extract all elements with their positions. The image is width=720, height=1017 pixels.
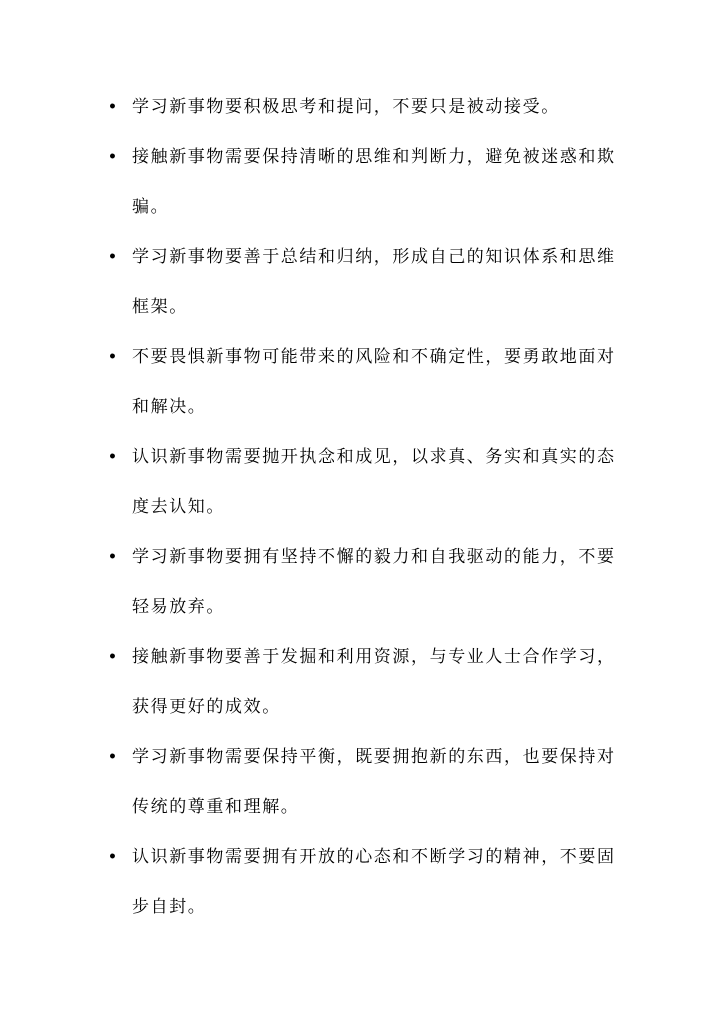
list-item bbox=[104, 332, 624, 432]
list-item bbox=[104, 432, 624, 532]
bullet-icon: • bbox=[108, 749, 119, 765]
bullet-icon: • bbox=[108, 99, 119, 115]
list-item bbox=[104, 832, 624, 932]
list-item-text: 学习新事物要拥有坚持不懈的毅力和自我驱动的能力，不要轻易放弃。 bbox=[132, 547, 616, 617]
list-item-text: 学习新事物要积极思考和提问，不要只是被动接受。 bbox=[132, 97, 560, 117]
list-item-text: 学习新事物要善于总结和归纳，形成自己的知识体系和思维框架。 bbox=[132, 247, 616, 317]
list-item bbox=[104, 532, 624, 632]
bullet-icon: • bbox=[108, 549, 119, 565]
list-item-text: 学习新事物需要保持平衡，既要拥抱新的东西，也要保持对传统的尊重和理解。 bbox=[132, 747, 616, 817]
bullet-icon: • bbox=[108, 249, 119, 265]
bullet-list bbox=[104, 82, 624, 932]
list-item bbox=[104, 732, 624, 832]
bullet-icon: • bbox=[108, 449, 119, 465]
list-item bbox=[104, 232, 624, 332]
bullet-icon: • bbox=[108, 149, 119, 165]
list-item-text: 认识新事物需要拥有开放的心态和不断学习的精神，不要固步自封。 bbox=[132, 847, 616, 917]
list-item-text: 接触新事物需要保持清晰的思维和判断力，避免被迷惑和欺骗。 bbox=[132, 147, 616, 217]
list-item-text: 接触新事物要善于发掘和利用资源，与专业人士合作学习，获得更好的成效。 bbox=[132, 647, 616, 717]
bullet-icon: • bbox=[108, 849, 119, 865]
list-item bbox=[104, 82, 624, 132]
bullet-icon: • bbox=[108, 349, 119, 365]
list-item bbox=[104, 132, 624, 232]
list-item bbox=[104, 632, 624, 732]
list-item-text: 认识新事物需要抛开执念和成见，以求真、务实和真实的态度去认知。 bbox=[132, 447, 616, 517]
list-item-text: 不要畏惧新事物可能带来的风险和不确定性，要勇敢地面对和解决。 bbox=[132, 347, 616, 417]
bullet-icon: • bbox=[108, 649, 119, 665]
